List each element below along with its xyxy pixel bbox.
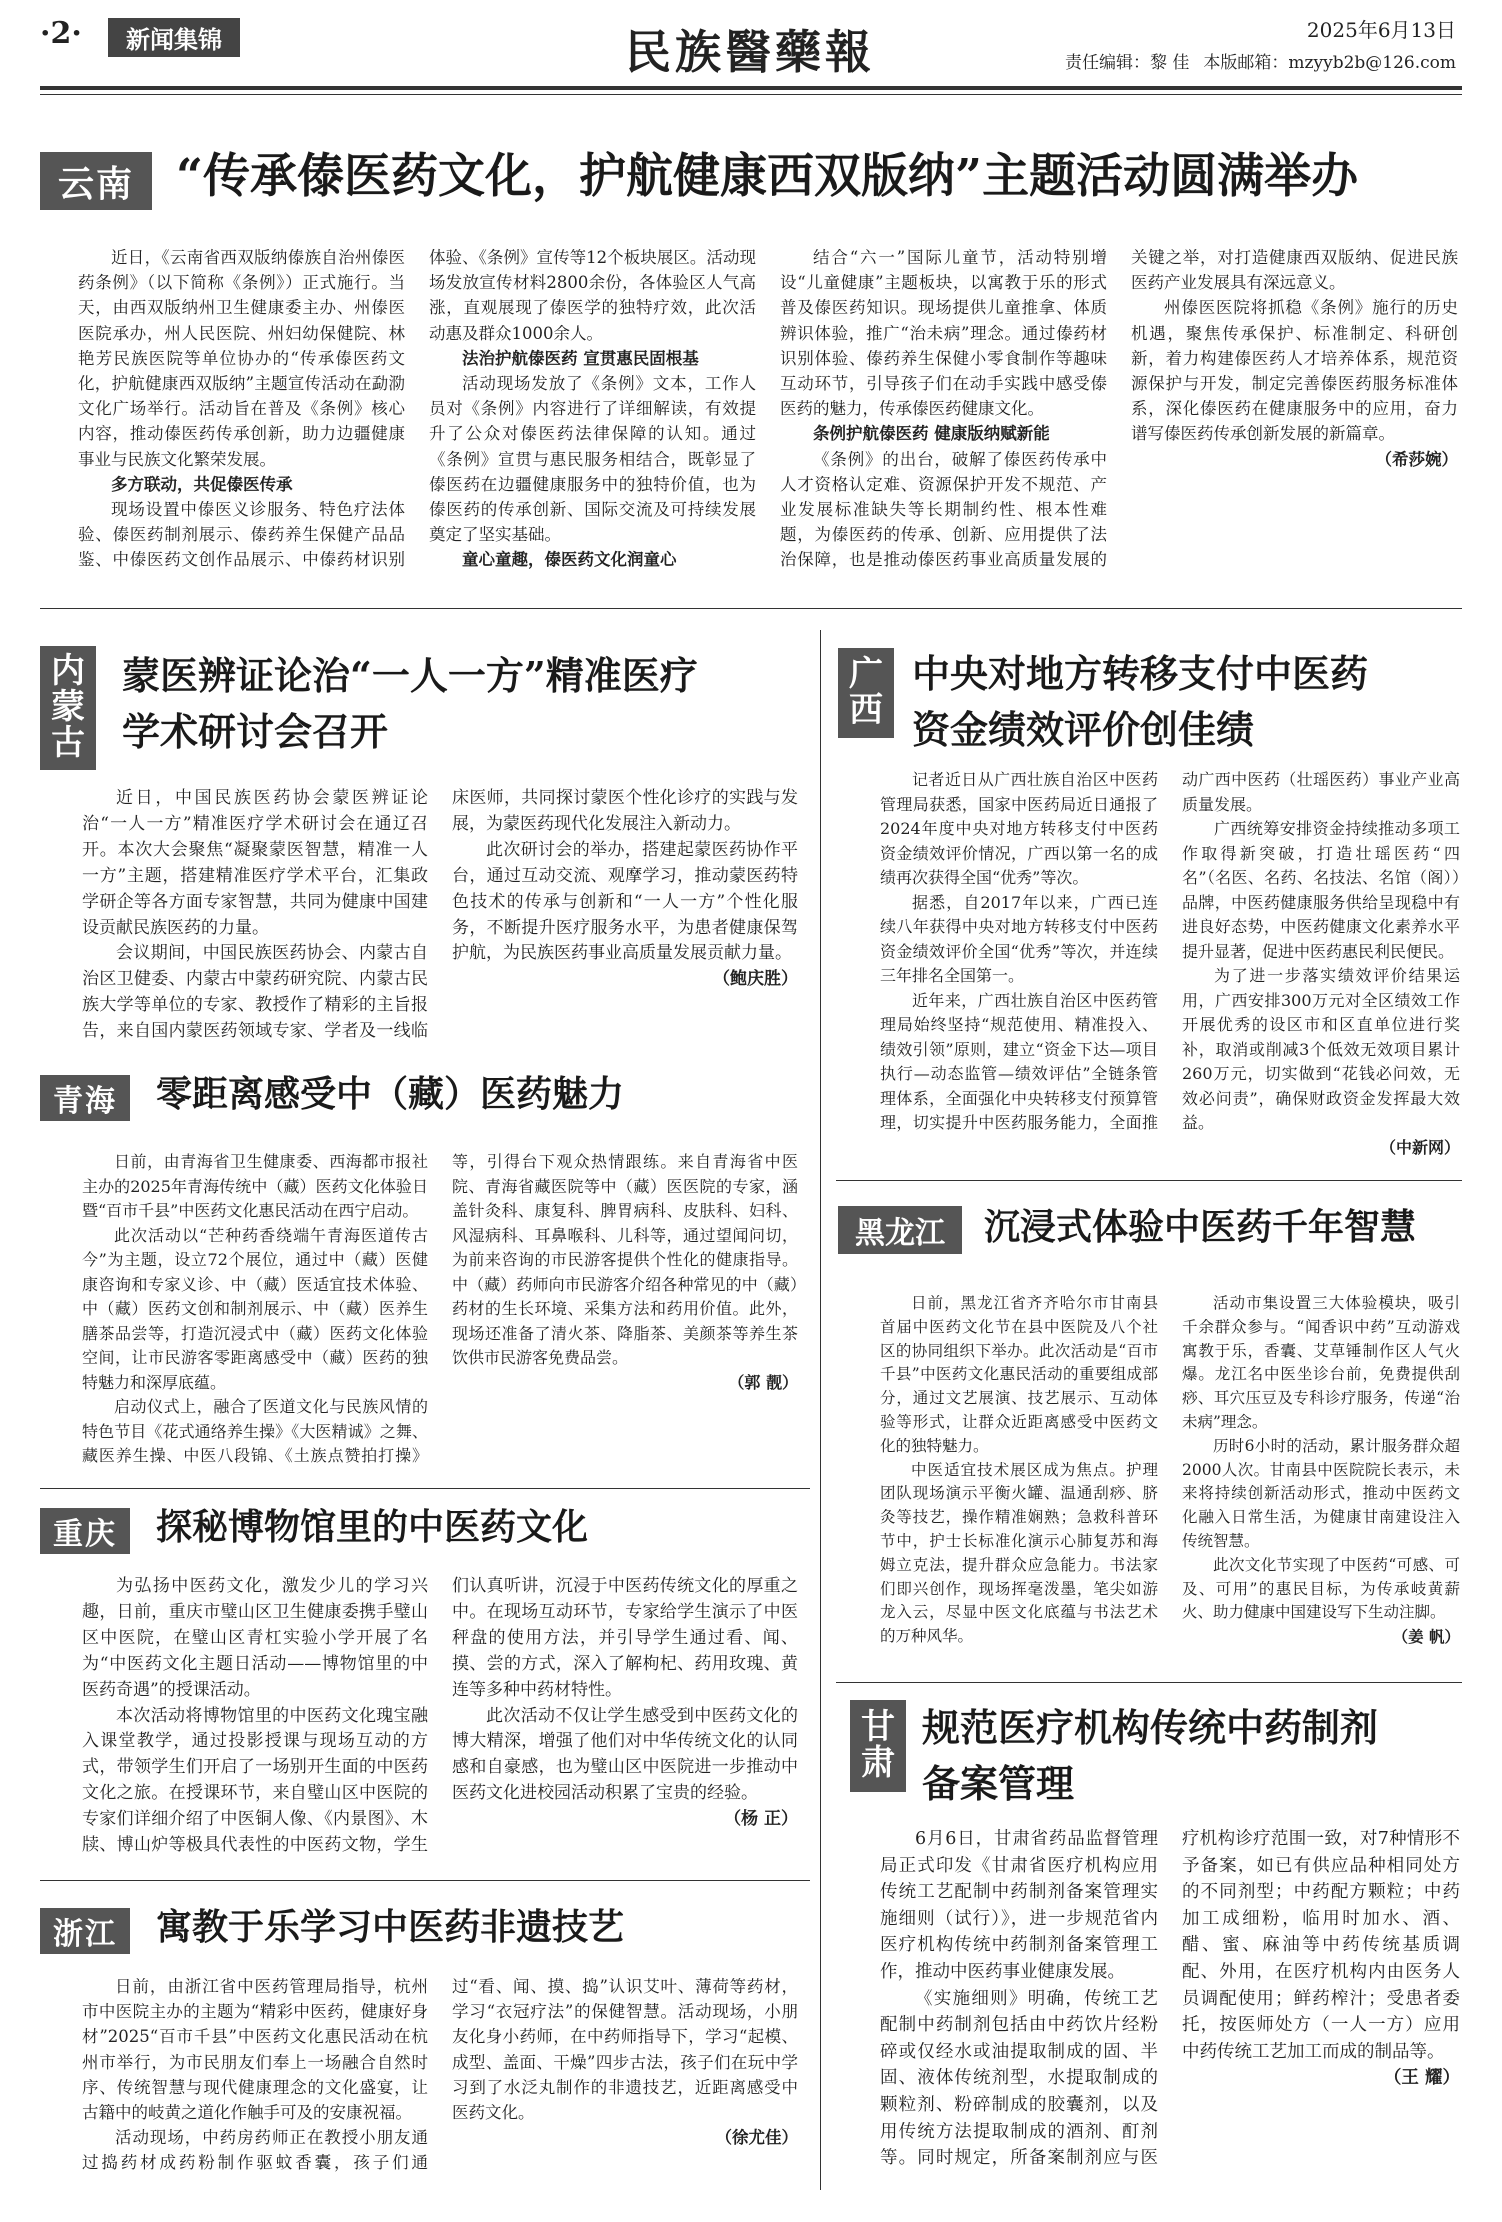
section-divider bbox=[40, 608, 1462, 609]
body-zhejiang bbox=[82, 1974, 798, 2189]
byline: （徐尤佳） bbox=[715, 2128, 798, 2148]
page-email: 本版邮箱：mzyyb2b@126.com bbox=[1203, 53, 1456, 73]
issue-date: 2025年6月13日 bbox=[1306, 18, 1456, 42]
headline-guangxi bbox=[912, 646, 1472, 758]
page-header bbox=[40, 14, 1462, 106]
byline: （鲍庆胜） bbox=[713, 969, 798, 990]
subheading: 童心童趣，傣医药文化润童心 bbox=[462, 550, 677, 570]
paragraph: 日前，由青海省卫生健康委、西海都市报社主办的2025年青海传统中（藏）医药文化体验日暨“百市千县”中医药文化惠民活动在西宁启动。 bbox=[82, 1152, 428, 1220]
body-chongqing bbox=[82, 1574, 798, 1864]
region-char: 西 bbox=[849, 690, 883, 730]
region-char: 甘 bbox=[861, 1707, 895, 1748]
headline-line: 学术研讨会召开 bbox=[122, 709, 389, 754]
responsible-editor: 责任编辑：黎 佳 bbox=[1065, 53, 1190, 73]
paragraph: 记者近日从广西壮族自治区中医药管理局获悉，国家中医药局近日通报了2024年度中央对地方转移支付中医药资金绩效评价情况，广西以第一名的成绩再次获得全国“优秀”等次。 bbox=[880, 770, 1158, 887]
body-gansu bbox=[880, 1826, 1460, 2186]
section-label: 新闻集锦 bbox=[108, 18, 240, 57]
paragraph: 《实施细则》明确，传统工艺配制中药制剂包括由中药饮片经粉碎或仅经水或油提取制成的固、半固、液体传统剂型，水提取制成的颗粒剂、粉碎制成的胶囊剂，以及用传统方法提取制成的酒剂、酊剂等。同时规定，所备案制剂应与医疗机构诊疗范围一致，对7种情形不予备案，如已有供应品种相同处方的不同剂型；中药配方颗粒；中药加工成细粉，临用时加水、酒、醋、蜜、麻油等中药传统基质调配、外用，在医疗机构内由医务人员调配使用；鲜药榨汁；受患者委托，按医师处方（一人一方）应用中药传统工艺加工而成的制品等。 bbox=[880, 1829, 1460, 2169]
byline: （中新网） bbox=[1379, 1137, 1460, 1157]
paragraph: 州傣医医院将抓稳《条例》施行的历史机遇，聚焦传承保护、标准制定、科研创新，着力构建傣医药人才培养体系，规范资源保护与开发，制定完善傣医药服务标准体系，深化傣医药在健康服务中的应用，奋力谱写傣医药传承创新发展的新篇章。 bbox=[1131, 298, 1458, 444]
paragraph: 6月6日，甘肃省药品监督管理局正式印发《甘肃省医疗机构应用传统工艺配制中药制剂备案管理实施细则（试行）》，进一步规范省内医疗机构传统中药制剂备案管理工作，推动中医药事业健康发展。 bbox=[880, 1829, 1158, 1982]
section-divider bbox=[40, 1880, 810, 1881]
paragraph: 日前，黑龙江省齐齐哈尔市甘南县首届中医药文化节在县中医院及八个社区的协同组织下举办。此次活动是“百市千县”中医药文化惠民活动的重要组成部分，通过文艺展演、技艺展示、互动体验等形式，让群众近距离感受中医药文化的独特魅力。 bbox=[880, 1294, 1158, 1455]
region-tag-chongqing: 重庆 bbox=[40, 1508, 130, 1554]
headline-line: 备案管理 bbox=[922, 1761, 1075, 1806]
headline-neimenggu bbox=[122, 648, 802, 760]
headline-line: 蒙医辨证论治“一人一方”精准医疗 bbox=[122, 653, 698, 698]
region-tag-yunnan: 云南 bbox=[40, 152, 152, 210]
headline-line: 资金绩效评价创佳绩 bbox=[912, 707, 1255, 752]
subheading: 多方联动，共促傣医传承 bbox=[111, 474, 293, 494]
headline-line: 规范医疗机构传统中药制剂 bbox=[922, 1705, 1379, 1750]
paragraph: 活动现场发放了《条例》文本，工作人员对《条例》内容进行了详细解读，有效提升了公众对傣医药法律保障的认知。通过《条例》宣贯与惠民服务相结合，既彰显了傣医药在边疆健康服务中的独特价值，也为傣医药的传承创新、国际交流及可持续发展奠定了坚实基础。 bbox=[429, 374, 756, 545]
region-char: 广 bbox=[849, 654, 883, 695]
subheading: 条例护航傣医药 健康版纳赋新能 bbox=[813, 424, 1050, 444]
header-rule-thin bbox=[40, 94, 1462, 95]
body-yunnan bbox=[78, 245, 1458, 575]
body-heilongjiang bbox=[880, 1292, 1460, 1672]
paragraph: 会议期间，中国民族医药协会、内蒙古自治区卫健委、内蒙古中蒙药研究院、内蒙古民族大学等单位的专家、教授作了精彩的主旨报告，来自国内蒙医药领域专家、学者及一线临床医师，共同探讨蒙医个性化诊疗的实践与发展，为蒙医药现代化发展注入新动力。 bbox=[82, 788, 798, 1042]
headline-qinghai: 零距离感受中（藏）医药魅力 bbox=[156, 1073, 625, 1115]
headline-gansu bbox=[922, 1700, 1462, 1812]
byline: （郭 靓） bbox=[728, 1372, 798, 1392]
masthead: 民族醫藥報 bbox=[625, 25, 875, 79]
section-divider bbox=[40, 1488, 810, 1489]
paragraph: 广西统筹安排资金持续推动多项工作取得新突破，打造壮瑶医药“四名”（名医、名药、名技法、名馆（阁））品牌，中医药健康服务供给呈现稳中有进良好态势，中医药健康文化素养水平提升显著，促进中医药惠民利民便民。 bbox=[1182, 819, 1460, 961]
body-neimenggu bbox=[82, 786, 798, 1046]
body-guangxi bbox=[880, 768, 1460, 1168]
headline-heilongjiang: 沉浸式体验中医药千年智慧 bbox=[984, 1206, 1417, 1248]
region-char: 肃 bbox=[861, 1743, 895, 1783]
region-char: 古 bbox=[51, 722, 85, 763]
paragraph: 活动市集设置三大体验模块，吸引千余群众参与。“闻香识中药”互动游戏寓教于乐，香囊、艾草锤制作区人气火爆。龙江名中医坐诊台前，免费提供刮痧、耳穴压豆及专科诊疗服务，传递“治未病”理念。 bbox=[1182, 1294, 1460, 1431]
paragraph: 结合“六一”国际儿童节，活动特别增设“儿童健康”主题板块，以寓教于乐的形式普及傣医药知识。现场提供儿童推拿、体质辨识体验，推广“治未病”理念。通过傣药材识别体验、傣药养生保健小零食制作等趣味互动环节，引导孩子们在动手实践中感受傣医药的魅力，传承傣医药健康文化。 bbox=[780, 248, 1107, 419]
paragraph: 本次活动将博物馆里的中医药文化瑰宝融入课堂教学，通过投影授课与现场互动的方式，带领学生们开启了一场别开生面的中医药文化之旅。在授课环节，来自璧山区中医院的专家们详细介绍了中医铜人像、《内景图》、木牍、博山炉等极具代表性的中医药文物，学生们认真听讲，沉浸于中医药传统文化的厚重之中。在现场互动环节，专家给学生演示了中医秤盘的使用方法，并引导学生通过看、闻、摸、尝的方式，深入了解枸杞、药用玫瑰、黄连等多种中药材特性。 bbox=[82, 1576, 798, 1856]
region-tag-guangxi bbox=[838, 648, 894, 738]
byline: （姜 帆） bbox=[1392, 1627, 1460, 1647]
region-char: 内 bbox=[51, 651, 85, 692]
paragraph: 此次活动以“芒种药香绕端午青海医道传古今”为主题，设立72个展位，通过中（藏）医健康咨询和专家义诊、中（藏）医适宜技术体验、中（藏）医药文创和制剂展示、中（藏）医养生膳茶品尝等，打造沉浸式中（藏）医药文化体验空间，让市民游客零距离感受中（藏）医药的独特魅力和深厚底蕴。 bbox=[82, 1225, 428, 1392]
region-tag-heilongjiang: 黑龙江 bbox=[838, 1206, 962, 1254]
headline-line: 中央对地方转移支付中医药 bbox=[912, 651, 1369, 696]
paragraph: 近日，中国民族医药协会蒙医辨证论治“一人一方”精准医疗学术研讨会在通辽召开。本次大会聚焦“凝聚蒙医智慧，精准一人一方”主题，搭建精准医疗学术平台，汇集政学研企等各方面专家智慧，共同为健康中国建设贡献民族医药的力量。 bbox=[82, 788, 428, 938]
paragraph: 据悉，自2017年以来，广西已连续八年获得中央对地方转移支付中医药资金绩效评价全国“优秀”等次，并连续三年排名全国第一。 bbox=[880, 892, 1158, 985]
region-char: 蒙 bbox=[51, 687, 85, 728]
byline: （杨 正） bbox=[724, 1809, 798, 1830]
headline-chongqing: 探秘博物馆里的中医药文化 bbox=[156, 1506, 589, 1548]
section-divider bbox=[836, 1180, 1462, 1181]
headline-yunnan: “传承傣医药文化，护航健康西双版纳”主题活动圆满举办 bbox=[176, 149, 1359, 204]
headline-zhejiang: 寓教于乐学习中医药非遗技艺 bbox=[156, 1906, 625, 1948]
region-tag-gansu bbox=[850, 1700, 906, 1792]
paragraph: 近日，《云南省西双版纳傣族自治州傣医药条例》（以下简称《条例》）正式施行。当天，由西双版纳州卫生健康委主办、州傣医医院承办，州人民医院、州妇幼保健院、林艳芳民族医院等单位协办的“传承傣医药文化，护航健康西双版纳”主题宣传活动在勐泐文化广场举行。活动旨在普及《条例》核心内容，推动傣医药传承创新，助力边疆健康事业与民族文化繁荣发展。 bbox=[78, 248, 405, 469]
paragraph: 中医适宜技术展区成为焦点。护理团队现场演示平衡火罐、温通刮痧、脐灸等技艺，操作精准娴熟；急救科普环节中，护士长标准化演示心肺复苏和海姆立克法，提升群众应急能力。书法家们即兴创作，现场挥毫泼墨，笔尖如游龙入云，尽显中医文化底蕴与书法艺术的万种风华。 bbox=[880, 1460, 1158, 1646]
section-divider bbox=[836, 1682, 1462, 1683]
paragraph: 此次文化节实现了中医药“可感、可及、可用”的惠民目标，为传承岐黄薪火、助力健康中国建设写下生动注脚。 bbox=[1182, 1555, 1460, 1622]
paragraph: 历时6小时的活动，累计服务群众超2000人次。甘南县中医院院长表示，未来将持续创新活动形式，推动中医药文化融入日常生活，为健康甘南建设注入传统智慧。 bbox=[1182, 1436, 1460, 1550]
byline: （王 耀） bbox=[1383, 2068, 1460, 2089]
paragraph: 《条例》的出台，破解了傣医药传承中人才资格认定难、资源保护开发不规范、产业发展标准缺失等长期制约性、根本性难题，为傣医药的传承、创新、应用提供了法治保障，也是推动傣医药事业高质量发展的关键之举，对打造健康西双版纳、促进民族医药产业发展具有深远意义。 bbox=[780, 248, 1458, 570]
byline: （希莎婉） bbox=[1375, 449, 1458, 469]
paragraph: 现场设置中傣医义诊服务、特色疗法体验、傣医药制剂展示、傣药养生保健产品品鉴、中傣医药文创作品展示、中傣药材识别体验、《条例》宣传等12个板块展区。活动现场发放宣传材料2800余份，各体验区人气高涨，直观展现了傣医学的独特疗效，此次活动惠及群众1000余人。 bbox=[78, 248, 756, 570]
body-qinghai bbox=[82, 1150, 798, 1470]
paragraph: 日前，由浙江省中医药管理局指导，杭州市中医院主办的主题为“精彩中医药，健康好身材”2025“百市千县”中医药文化惠民活动在杭州市举行，为市民朋友们奉上一场融合自然时序、传统智慧与现代健康理念的文化盛宴，让古籍中的岐黄之道化作触手可及的安康祝福。 bbox=[82, 1977, 428, 2123]
paragraph: 启动仪式上，融合了医道文化与民族风情的特色节目《花式通络养生操》《大医精诚》之舞、藏医养生操、中医八段锦、《土族点赞拍打操》等，引得台下观众热情跟练。来自青海省中医院、青海省藏医院等中（藏）医医院的专家，涵盖针灸科、康复科、脾胃病科、皮肤科、妇科、风湿病科、耳鼻喉科、儿科等，通过望闻问切，为前来咨询的市民游客提供个性化的健康指导。中（藏）药师向市民游客介绍各种常见的中（藏）药材的生长环境、采集方法和药用价值。此外，现场还准备了清火茶、降脂茶、美颜茶等养生茶饮供市民游客免费品尝。 bbox=[82, 1152, 798, 1465]
region-tag-neimenggu bbox=[40, 646, 96, 770]
paragraph: 此次研讨会的举办，搭建起蒙医药协作平台，通过互动交流、观摩学习，推动蒙医药特色技术的传承与创新和“一人一方”个性化服务，不断提升医疗服务水平，为患者健康保驾护航，为民族医药事业高质量发展贡献力量。 bbox=[452, 839, 798, 964]
header-rule-thick bbox=[40, 86, 1462, 90]
paragraph: 近年来，广西壮族自治区中医药管理局始终坚持“规范使用、精准投入、绩效引领”原则，建立“资金下达—项目执行—动态监管—绩效评估”全链条管理体系，全面强化中央转移支付预算管理，切实提升中医药服务能力，全面推动广西中医药（壮瑶医药）事业产业高质量发展。 bbox=[880, 770, 1460, 1132]
editor-info bbox=[1051, 48, 1456, 73]
page-number: ·2· bbox=[40, 16, 82, 51]
paragraph: 为弘扬中医药文化，激发少儿的学习兴趣，日前，重庆市璧山区卫生健康委携手璧山区中医院，在璧山区青杠实验小学开展了名为“中医药文化主题日活动——博物馆里的中医药奇遇”的授课活动。 bbox=[82, 1576, 428, 1700]
region-tag-zhejiang: 浙江 bbox=[40, 1908, 130, 1954]
paragraph: 为了进一步落实绩效评价结果运用，广西安排300万元对全区绩效工作开展优秀的设区市和区直单位进行奖补，取消或削减3个低效无效项目累计260万元，切实做到“花钱必问效，无效必问责”，确保财政资金发挥最大效益。 bbox=[1182, 966, 1460, 1132]
paragraph: 此次活动不仅让学生感受到中医药文化的博大精深，增强了他们对中华传统文化的认同感和自豪感，也为璧山区中医院进一步推动中医药文化进校园活动积累了宝贵的经验。 bbox=[452, 1705, 798, 1804]
column-divider bbox=[820, 630, 821, 2190]
subheading: 法治护航傣医药 宣贯惠民固根基 bbox=[462, 348, 699, 368]
region-tag-qinghai: 青海 bbox=[40, 1075, 130, 1121]
paragraph: 活动现场，中药房药师正在教授小朋友通过捣药材成药粉制作驱蚊香囊，孩子们通过“看、闻、摸、捣”认识艾叶、薄荷等药材，学习“衣冠疗法”的保健智慧。活动现场，小朋友化身小药师，在中药师指导下，学习“起模、成型、盖面、干燥”四步古法，孩子们在玩中学习到了水泛丸制作的非遗技艺，近距离感受中医药文化。 bbox=[82, 1977, 798, 2173]
